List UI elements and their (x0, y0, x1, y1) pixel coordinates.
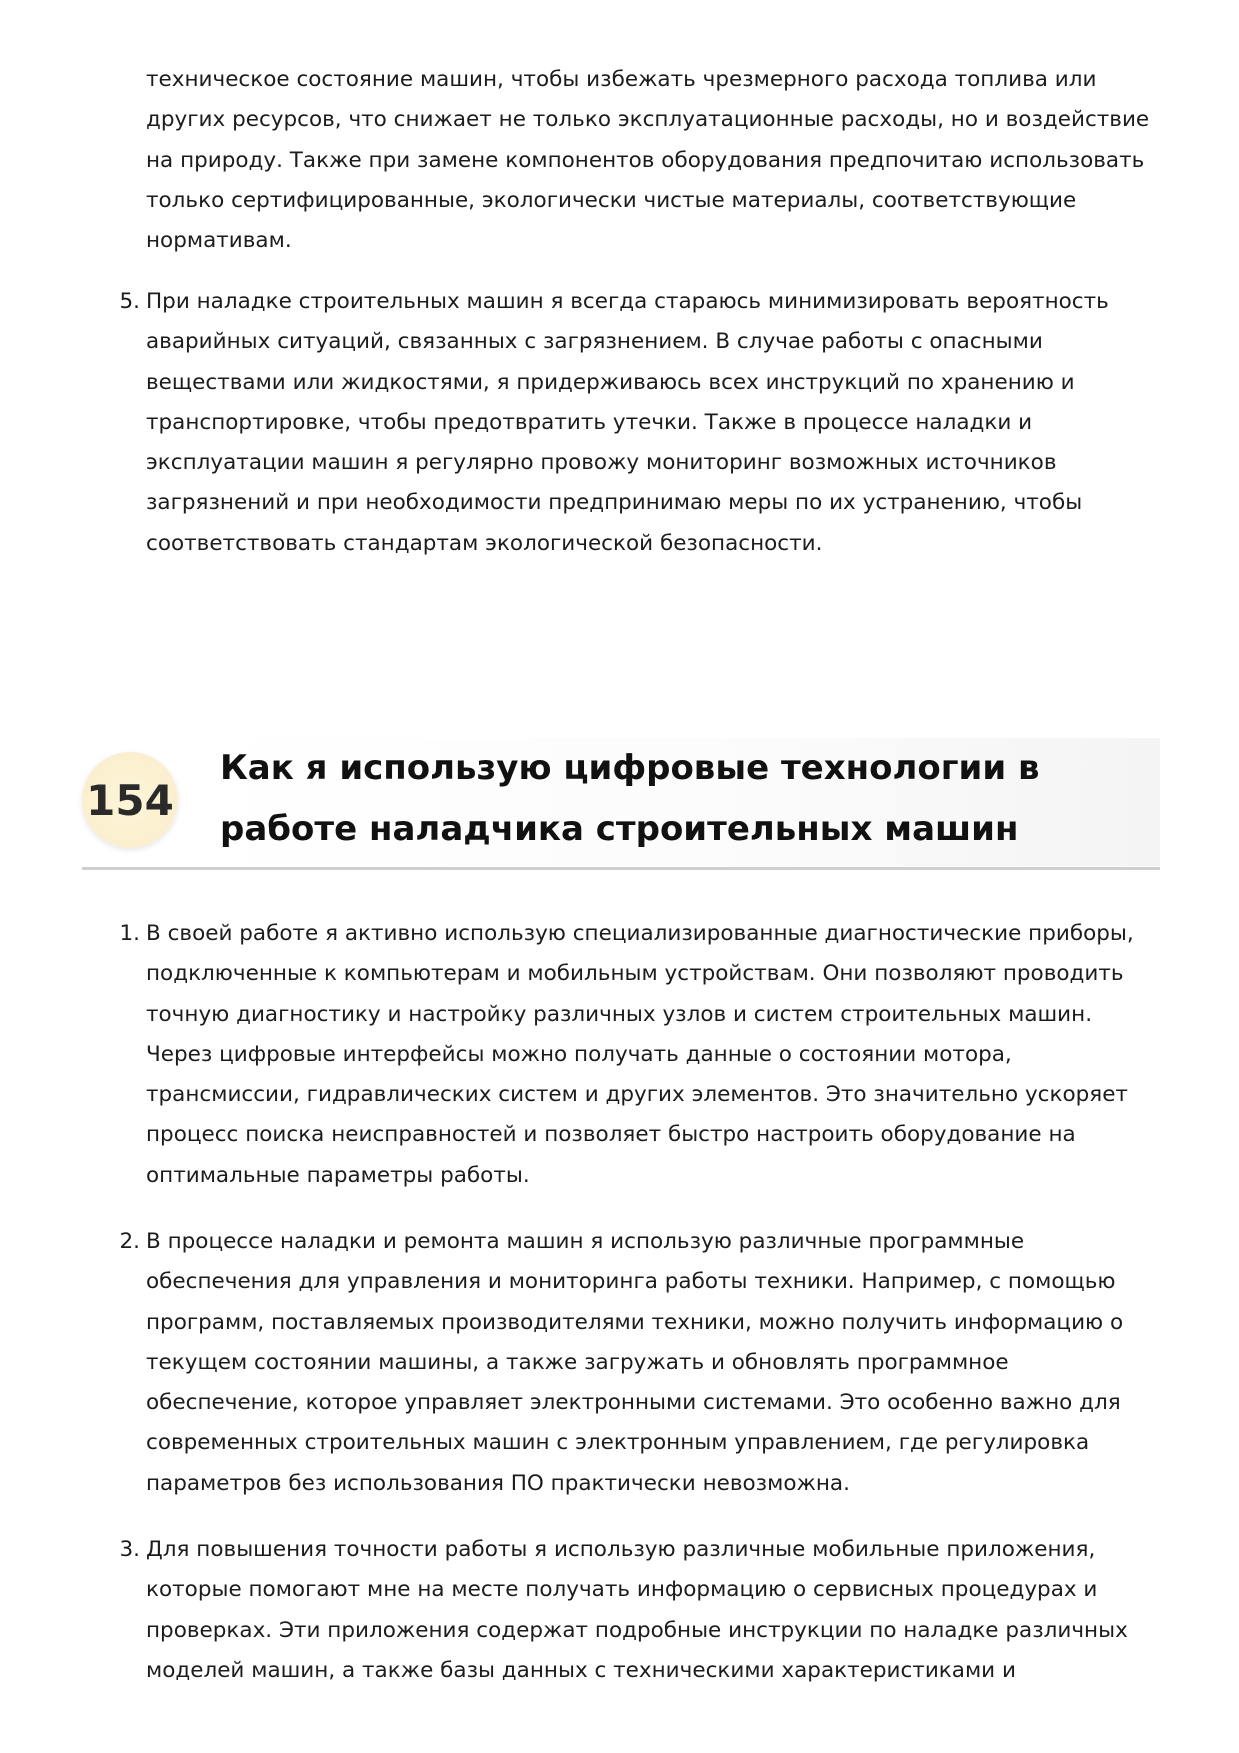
chapter-title: Как я использую цифровые технологии в работе наладчика строительных машин (220, 748, 1040, 849)
chapter-header (82, 738, 1160, 870)
list-item-text: В процессе наладки и ремонта машин я использую различные программные обеспечения для управления и мониторинга работы техники. Например, с помощью программ, поставляемых производителями техники, можно получить информацию о текущем состоянии машины, а также загружать и обновлять программное обеспечение, которое управляет электронными системами. Это особенно важно для современных строительных машин с электронным управлением, где регулировка параметров без использования ПО практически невозможна. (146, 1229, 1124, 1496)
list-item-number: 5. (119, 289, 140, 314)
list-item (104, 282, 1156, 564)
list-item-text: При наладке строительных машин я всегда стараюсь минимизировать вероятность аварийных ситуаций, связанных с загрязнением. В случае работы с опасными веществами или жидкостями, я придерживаюсь всех инструкций по хранению и транспортировке, чтобы предотвратить утечки. Также в процессе наладки и эксплуатации машин я регулярно провожу мониторинг возможных источников загрязнений и при необходимости предпринимаю меры по их устранению, чтобы соответствовать стандартам экологической безопасности. (146, 289, 1109, 556)
list-item-number: 3. (119, 1537, 140, 1562)
list-item-text: Для повышения точности работы я использую различные мобильные приложения, которые помогают мне на месте получать информацию о сервисных процедурах и проверках. Эти приложения содержат подробные инструкции по наладке различных моделей машин, а также базы данных с техническими характеристиками и (146, 1537, 1128, 1683)
chapter-divider (82, 867, 1160, 870)
list-item-number: 2. (119, 1229, 140, 1254)
intro-paragraph: техническое состояние машин, чтобы избежать чрезмерного расхода топлива или других ресурсов, что снижает не только эксплуатационные расходы, но и воздействие на природу. Также при замене компонентов оборудования предпочитаю использовать только сертифицированные, экологически чистые материалы, соответствующие нормативам. (146, 67, 1150, 254)
list-item (104, 1222, 1156, 1504)
list-item-text: В своей работе я активно использую специализированные диагностические приборы, подключенные к компьютерам и мобильным устройствам. Они позволяют проводить точную диагностику и настройку различных узлов и систем строительных машин. Через цифровые интерфейсы можно получать данные о состоянии мотора, трансмиссии, гидравлических систем и других элементов. Это значительно ускоряет процесс поиска неисправностей и позволяет быстро настроить оборудование на оптимальные параметры работы. (146, 921, 1134, 1188)
list-item (104, 1530, 1156, 1691)
list-item (104, 914, 1156, 1196)
chapter-number-badge: 154 (82, 752, 178, 848)
list-item-number: 1. (119, 921, 140, 946)
